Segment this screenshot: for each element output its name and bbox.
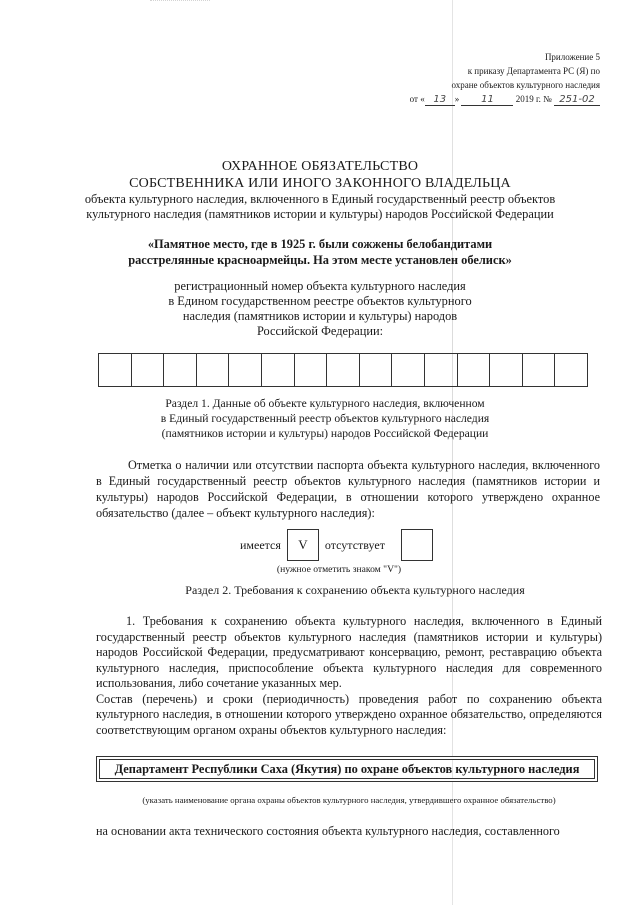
annex-date-line — [386, 92, 600, 106]
basis-line: на основании акта технического состояния объекта культурного наследия, составленного — [96, 824, 560, 838]
requirements-paragraph-1: 1. Требования к сохранению объекта культурного наследия, включенного в Единый государственный реестр объектов культурного наследия (памятников истории и культуры) народов Российской Федерации, предусматривают консервацию, ремонт, реставрацию объекта культурного наследия, приспособление объекта культурного наследия для современного использования, либо сочетание указанных мер. — [96, 614, 602, 690]
passport-paragraph: Отметка о наличии или отсутствии паспорта объекта культурного наследия, включенного в Единый государственный реестр объектов культурного наследия (памятников истории и культуры) народов Российской Федерации, в отношении которого утверждено охранное обязательство (далее – объект культурного наследия): — [96, 458, 600, 520]
registration-number-grid — [98, 353, 588, 387]
annex-number: 251-02 — [554, 94, 600, 106]
document-title — [60, 158, 580, 222]
annex-header — [386, 50, 600, 106]
reg-number-cell — [523, 354, 556, 386]
annex-line-2: к приказу Департамента РС (Я) по — [467, 66, 600, 76]
annex-day: 13 — [425, 94, 455, 106]
annex-mid: » — [454, 94, 460, 104]
registration-line-3: наследия (памятников истории и культуры) народов — [182, 309, 458, 323]
registration-note — [150, 279, 490, 339]
section-1-line-1: Раздел 1. Данные об объекте культурного наследия, включенном — [165, 397, 485, 410]
section-2-heading: Раздел 2. Требования к сохранению объекта культурного наследия — [185, 583, 525, 597]
registration-line-4: Российской Федерации: — [256, 324, 384, 338]
choice-hint: (нужное отметить знаком "V") — [276, 564, 402, 575]
no-passport-label: отсутствует — [324, 537, 385, 552]
reg-number-cell — [392, 354, 425, 386]
reg-number-cell — [490, 354, 523, 386]
requirements-text — [96, 614, 602, 738]
title-line-4: культурного наследия (памятников истории и культуры) народов Российской Федерации — [86, 207, 554, 221]
has-passport-label: имеется — [240, 537, 281, 552]
reg-number-cell — [555, 354, 587, 386]
department-name-box: Департамент Республики Саха (Якутия) по охране объектов культурного наследия — [96, 756, 598, 782]
reg-number-cell — [229, 354, 262, 386]
title-line-1: ОХРАННОЕ ОБЯЗАТЕЛЬСТВО — [221, 159, 419, 174]
registration-line-1: регистрационный номер объекта культурного наследия — [174, 279, 466, 293]
title-line-2: СОБСТВЕННИКА ИЛИ ИНОГО ЗАКОННОГО ВЛАДЕЛЬЦА — [129, 176, 511, 191]
annex-year-text: 2019 г. № — [515, 94, 552, 104]
section-1-line-3: (памятников истории и культуры) народов Российской Федерации — [161, 427, 489, 440]
requirements-paragraph-2: Состав (перечень) и сроки (периодичность) проведения работ по сохранению объекта культурного наследия, в отношении которого утверждено охранное обязательство, определяются соответствующим органом охраны объектов культурного наследия: — [96, 691, 602, 737]
reg-number-cell — [295, 354, 328, 386]
department-hint: (указать наименование органа охраны объектов культурного наследия, утвердившего охранное обязательство) — [142, 795, 556, 805]
reg-number-cell — [99, 354, 132, 386]
reg-number-cell — [360, 354, 393, 386]
annex-line-1: Приложение 5 — [544, 52, 600, 62]
has-passport-checkbox[interactable]: V — [287, 529, 319, 561]
annex-from-prefix: от « — [409, 94, 425, 104]
annex-month: 11 — [461, 94, 513, 106]
reg-number-cell — [327, 354, 360, 386]
scan-artifact — [150, 0, 210, 7]
section-1-line-2: в Единый государственный реестр объектов культурного наследия — [160, 412, 490, 425]
reg-number-cell — [132, 354, 165, 386]
title-line-3: объекта культурного наследия, включенного в Единый государственный реестр объектов — [84, 192, 556, 206]
reg-number-cell — [425, 354, 458, 386]
reg-number-cell — [262, 354, 295, 386]
no-passport-checkbox[interactable] — [401, 529, 433, 561]
reg-number-cell — [164, 354, 197, 386]
annex-line-3: охране объектов культурного наследия — [451, 80, 600, 90]
registration-line-2: в Едином государственном реестре объектов культурного — [168, 294, 472, 308]
passport-choice — [240, 529, 439, 561]
section-1-heading — [150, 396, 500, 441]
reg-number-cell — [197, 354, 230, 386]
reg-number-cell — [458, 354, 491, 386]
object-name: «Памятное место, где в 1925 г. были сожжены белобандитами расстрелянные красноармейцы. На этом месте установлен обелиск» — [128, 237, 512, 267]
